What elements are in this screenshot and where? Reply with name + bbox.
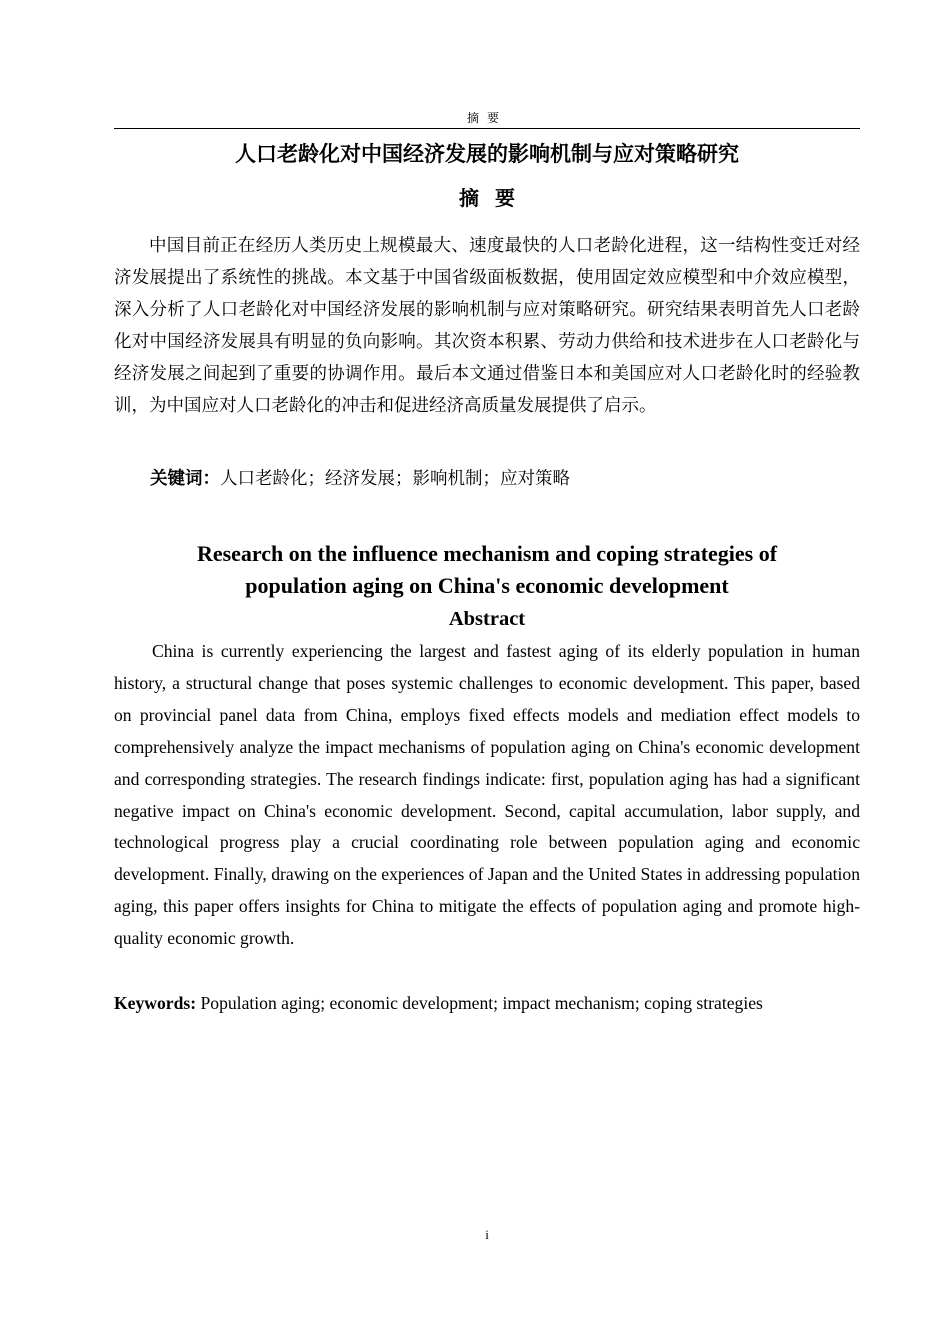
- chinese-title: 人口老龄化对中国经济发展的影响机制与应对策略研究: [235, 142, 739, 166]
- english-keywords-text: Population aging; economic development; impact mechanism; coping strategies: [200, 993, 763, 1013]
- page-number: i: [485, 1227, 489, 1242]
- chinese-keywords-text: 人口老龄化；经济发展；影响机制；应对策略: [220, 469, 570, 489]
- chinese-keywords: [150, 465, 860, 493]
- chinese-abstract-body: 中国目前正在经历人类历史上规模最大、速度最快的人口老龄化进程，这一结构性变迁对经济发展提出了系统性的挑战。本文基于中国省级面板数据，使用固定效应模型和中介效应模型，深入分析了人口老龄化对中国经济发展的影响机制与应对策略研究。研究结果表明首先人口老龄化对中国经济发展具有明显的负向影响。其次资本积累、劳动力供给和技术进步在人口老龄化与经济发展之间起到了重要的协调作用。最后本文通过借鉴日本和美国应对人口老龄化时的经验教训，为中国应对人口老龄化的冲击和促进经济高质量发展提供了启示。: [114, 236, 860, 416]
- english-keywords: [114, 988, 860, 1018]
- english-keywords-label: Keywords:: [114, 993, 197, 1013]
- english-title: [114, 538, 860, 602]
- chinese-keywords-label: 关键词：: [150, 469, 220, 489]
- english-title-line-2: population aging on China's economic development: [245, 573, 729, 598]
- chinese-abstract-heading: 摘要: [459, 186, 531, 210]
- running-header: 摘要: [466, 111, 507, 125]
- english-title-line-1: Research on the influence mechanism and coping strategies of: [196, 541, 778, 566]
- english-abstract-body: China is currently experiencing the largest and fastest aging of its elderly population in human history, a structural change that poses systemic challenges to economic development. This paper, based on provincial panel data from China, employs fixed effects models and mediation effect models to comprehensively analyze the impact mechanisms of population aging on China's economic development and corresponding strategies. The research findings indicate: first, population aging has had a significant negative impact on China's economic development. Second, capital accumulation, labor supply, and technological progress play a crucial coordinating role between population aging and economic development. Finally, drawing on the experiences of Japan and the United States in addressing population aging, this paper offers insights for China to mitigate the effects of population aging and promote high-quality economic growth.: [114, 641, 860, 949]
- header-rule: [114, 128, 860, 129]
- english-abstract-heading: Abstract: [448, 608, 526, 630]
